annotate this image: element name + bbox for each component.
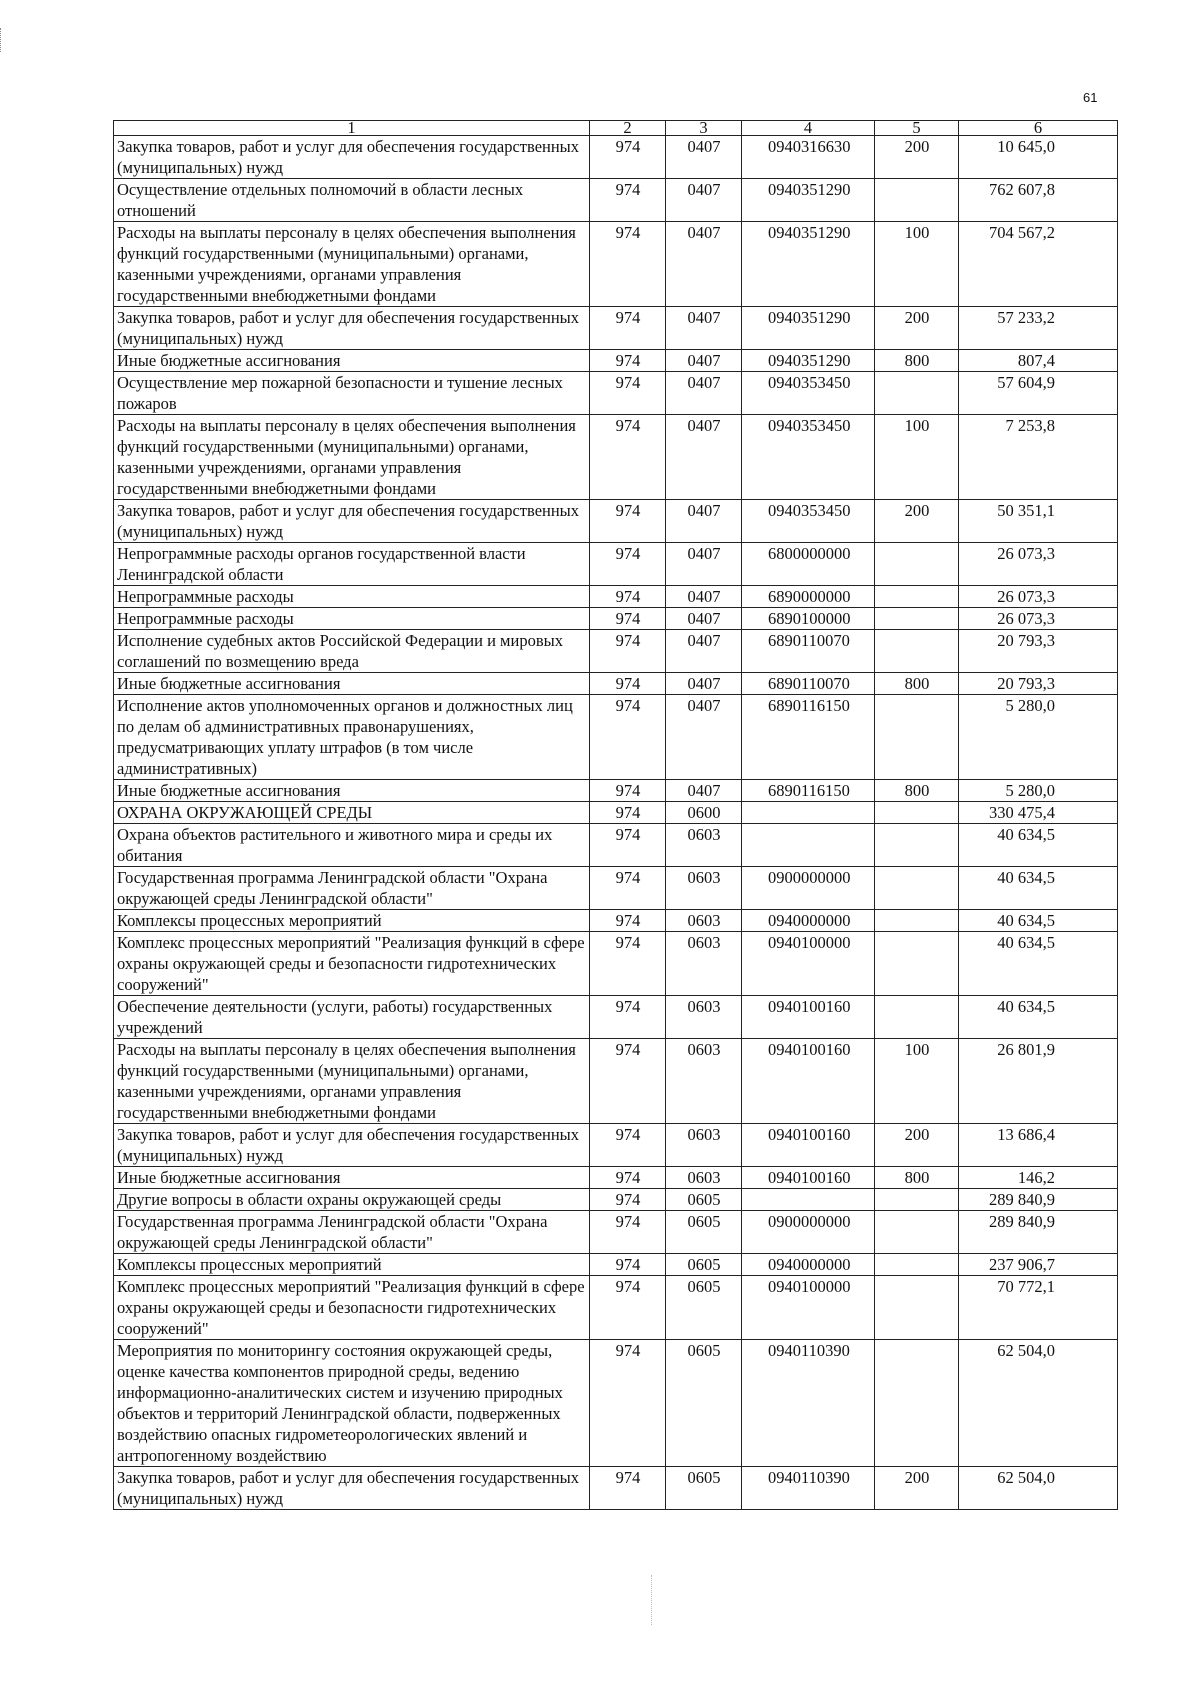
cell-amount: 704 567,2 <box>959 222 1118 307</box>
cell-expense-type <box>875 695 959 780</box>
cell-target-article <box>742 1189 875 1211</box>
cell-name: Комплекс процессных мероприятий "Реализация функций в сфере охраны окружающей среды и безопасности гидротехнических сооружений" <box>114 1276 590 1340</box>
cell-name: Комплексы процессных мероприятий <box>114 910 590 932</box>
cell-amount: 62 504,0 <box>959 1467 1118 1510</box>
cell-amount: 289 840,9 <box>959 1189 1118 1211</box>
table-row <box>114 136 1118 179</box>
cell-expense-type <box>875 608 959 630</box>
table-header-row <box>114 121 1118 136</box>
cell-ministry-code: 974 <box>590 1254 666 1276</box>
cell-expense-type: 200 <box>875 307 959 350</box>
table-row <box>114 543 1118 586</box>
page-number: 61 <box>1083 90 1098 105</box>
budget-table-body <box>114 118 1118 1510</box>
cell-expense-type <box>875 1340 959 1467</box>
table-row <box>114 1167 1118 1189</box>
scan-artifact-mark <box>651 1575 653 1625</box>
cell-expense-type <box>875 1189 959 1211</box>
cell-target-article: 6890116150 <box>742 780 875 802</box>
cell-name: Закупка товаров, работ и услуг для обеспечения государственных (муниципальных) нужд <box>114 1467 590 1510</box>
cell-expense-type: 100 <box>875 222 959 307</box>
cell-section-code: 0407 <box>666 222 742 307</box>
cell-target-article: 0940100160 <box>742 996 875 1039</box>
table-row <box>114 222 1118 307</box>
cell-section-code: 0407 <box>666 543 742 586</box>
cell-section-code: 0603 <box>666 996 742 1039</box>
cell-section-code: 0603 <box>666 1039 742 1124</box>
cell-ministry-code: 974 <box>590 867 666 910</box>
cell-target-article <box>742 824 875 867</box>
table-row <box>114 1254 1118 1276</box>
cell-target-article: 0940351290 <box>742 350 875 372</box>
cell-section-code: 0603 <box>666 824 742 867</box>
cell-section-code: 0600 <box>666 802 742 824</box>
cell-amount: 20 793,3 <box>959 673 1118 695</box>
cell-ministry-code: 974 <box>590 543 666 586</box>
cell-amount: 40 634,5 <box>959 932 1118 996</box>
table-row <box>114 824 1118 867</box>
cell-ministry-code: 974 <box>590 350 666 372</box>
cell-name: Комплекс процессных мероприятий "Реализация функций в сфере охраны окружающей среды и безопасности гидротехнических сооружений" <box>114 932 590 996</box>
cell-amount: 70 772,1 <box>959 1276 1118 1340</box>
cell-section-code: 0407 <box>666 136 742 179</box>
cell-target-article: 0940351290 <box>742 307 875 350</box>
cell-section-code: 0407 <box>666 500 742 543</box>
cell-ministry-code: 974 <box>590 1276 666 1340</box>
cell-name: Комплексы процессных мероприятий <box>114 1254 590 1276</box>
cell-target-article: 0940000000 <box>742 910 875 932</box>
table-row <box>114 350 1118 372</box>
cell-expense-type <box>875 910 959 932</box>
table-row <box>114 586 1118 608</box>
cell-expense-type <box>875 824 959 867</box>
cell-ministry-code: 974 <box>590 179 666 222</box>
cell-name: Иные бюджетные ассигнования <box>114 350 590 372</box>
cell-section-code: 0605 <box>666 1340 742 1467</box>
header-cell: 6 <box>959 121 1118 136</box>
cell-expense-type <box>875 586 959 608</box>
cell-ministry-code: 974 <box>590 802 666 824</box>
table-row <box>114 1467 1118 1510</box>
header-cell: 2 <box>590 121 666 136</box>
cell-amount: 807,4 <box>959 350 1118 372</box>
cell-amount: 762 607,8 <box>959 179 1118 222</box>
cell-name: Закупка товаров, работ и услуг для обеспечения государственных (муниципальных) нужд <box>114 1124 590 1167</box>
cell-amount: 26 073,3 <box>959 586 1118 608</box>
cell-target-article: 0940351290 <box>742 222 875 307</box>
cell-section-code: 0407 <box>666 307 742 350</box>
cell-amount: 146,2 <box>959 1167 1118 1189</box>
cell-section-code: 0407 <box>666 608 742 630</box>
cell-target-article: 6890116150 <box>742 695 875 780</box>
cell-expense-type <box>875 867 959 910</box>
cell-section-code: 0605 <box>666 1189 742 1211</box>
cell-ministry-code: 974 <box>590 695 666 780</box>
cell-amount: 26 073,3 <box>959 608 1118 630</box>
cell-amount: 40 634,5 <box>959 824 1118 867</box>
cell-ministry-code: 974 <box>590 1124 666 1167</box>
cell-ministry-code: 974 <box>590 136 666 179</box>
cell-name: Непрограммные расходы <box>114 586 590 608</box>
table-row <box>114 695 1118 780</box>
cell-name: Осуществление мер пожарной безопасности и тушение лесных пожаров <box>114 372 590 415</box>
cell-ministry-code: 974 <box>590 1039 666 1124</box>
cell-name: Другие вопросы в области охраны окружающей среды <box>114 1189 590 1211</box>
cell-expense-type <box>875 802 959 824</box>
cell-name: Государственная программа Ленинградской области "Охрана окружающей среды Ленинградской области" <box>114 1211 590 1254</box>
cell-amount: 50 351,1 <box>959 500 1118 543</box>
budget-table <box>113 120 1118 1510</box>
cell-amount: 13 686,4 <box>959 1124 1118 1167</box>
cell-section-code: 0407 <box>666 350 742 372</box>
cell-section-code: 0603 <box>666 932 742 996</box>
cell-ministry-code: 974 <box>590 932 666 996</box>
cell-target-article: 0940110390 <box>742 1340 875 1467</box>
cell-section-code: 0407 <box>666 630 742 673</box>
cell-expense-type <box>875 372 959 415</box>
cell-expense-type: 800 <box>875 780 959 802</box>
cell-target-article: 0940100000 <box>742 1276 875 1340</box>
cell-target-article: 0940353450 <box>742 372 875 415</box>
cell-amount: 40 634,5 <box>959 910 1118 932</box>
cell-ministry-code: 974 <box>590 586 666 608</box>
table-row <box>114 996 1118 1039</box>
cell-target-article: 0900000000 <box>742 867 875 910</box>
cell-section-code: 0603 <box>666 867 742 910</box>
cell-ministry-code: 974 <box>590 996 666 1039</box>
cell-ministry-code: 974 <box>590 673 666 695</box>
table-row <box>114 500 1118 543</box>
cell-amount: 330 475,4 <box>959 802 1118 824</box>
cell-expense-type: 100 <box>875 1039 959 1124</box>
table-row <box>114 910 1118 932</box>
cell-name: Расходы на выплаты персоналу в целях обеспечения выполнения функций государственными (муниципальными) органами, казенными учреждениями, органами управления государственными внебюджетными фондами <box>114 222 590 307</box>
cell-expense-type: 200 <box>875 136 959 179</box>
cell-name: Закупка товаров, работ и услуг для обеспечения государственных (муниципальных) нужд <box>114 307 590 350</box>
cell-section-code: 0603 <box>666 1124 742 1167</box>
cell-ministry-code: 974 <box>590 1189 666 1211</box>
cell-ministry-code: 974 <box>590 910 666 932</box>
cell-section-code: 0605 <box>666 1276 742 1340</box>
cell-expense-type: 800 <box>875 1167 959 1189</box>
cell-section-code: 0407 <box>666 695 742 780</box>
cell-amount: 40 634,5 <box>959 996 1118 1039</box>
cell-target-article: 0940316630 <box>742 136 875 179</box>
table-row <box>114 1189 1118 1211</box>
cell-expense-type <box>875 1276 959 1340</box>
table-row <box>114 179 1118 222</box>
cell-ministry-code: 974 <box>590 500 666 543</box>
table-row <box>114 1039 1118 1124</box>
cell-ministry-code: 974 <box>590 630 666 673</box>
header-cell: 4 <box>742 121 875 136</box>
cell-expense-type <box>875 543 959 586</box>
cell-name: Расходы на выплаты персоналу в целях обеспечения выполнения функций государственными (муниципальными) органами, казенными учреждениями, органами управления государственными внебюджетными фондами <box>114 415 590 500</box>
cell-ministry-code: 974 <box>590 780 666 802</box>
cell-section-code: 0407 <box>666 179 742 222</box>
cell-amount: 57 604,9 <box>959 372 1118 415</box>
table-row <box>114 415 1118 500</box>
cell-amount: 10 645,0 <box>959 136 1118 179</box>
cell-ministry-code: 974 <box>590 1211 666 1254</box>
table-row <box>114 1276 1118 1340</box>
cell-target-article <box>742 802 875 824</box>
cell-amount: 62 504,0 <box>959 1340 1118 1467</box>
cell-target-article: 0940100000 <box>742 932 875 996</box>
cell-amount: 237 906,7 <box>959 1254 1118 1276</box>
table-row <box>114 867 1118 910</box>
cell-name: Расходы на выплаты персоналу в целях обеспечения выполнения функций государственными (муниципальными) органами, казенными учреждениями, органами управления государственными внебюджетными фондами <box>114 1039 590 1124</box>
cell-target-article: 0940100160 <box>742 1039 875 1124</box>
cell-section-code: 0407 <box>666 372 742 415</box>
cell-target-article: 0940351290 <box>742 179 875 222</box>
cell-section-code: 0605 <box>666 1467 742 1510</box>
cell-amount: 26 073,3 <box>959 543 1118 586</box>
table-row <box>114 673 1118 695</box>
cell-expense-type: 200 <box>875 500 959 543</box>
cell-ministry-code: 974 <box>590 1467 666 1510</box>
cell-name: Непрограммные расходы <box>114 608 590 630</box>
cell-expense-type <box>875 996 959 1039</box>
header-cell: 5 <box>875 121 959 136</box>
cell-section-code: 0603 <box>666 1167 742 1189</box>
table-row <box>114 630 1118 673</box>
cell-amount: 289 840,9 <box>959 1211 1118 1254</box>
cell-amount: 57 233,2 <box>959 307 1118 350</box>
cell-target-article: 6890000000 <box>742 586 875 608</box>
cell-amount: 7 253,8 <box>959 415 1118 500</box>
table-row <box>114 372 1118 415</box>
cell-name: Иные бюджетные ассигнования <box>114 780 590 802</box>
cell-expense-type: 200 <box>875 1467 959 1510</box>
table-row <box>114 780 1118 802</box>
cell-amount: 5 280,0 <box>959 780 1118 802</box>
cell-section-code: 0407 <box>666 586 742 608</box>
cell-name: Исполнение судебных актов Российской Федерации и мировых соглашений по возмещению вреда <box>114 630 590 673</box>
cell-name: Обеспечение деятельности (услуги, работы) государственных учреждений <box>114 996 590 1039</box>
cell-name: Исполнение актов уполномоченных органов и должностных лиц по делам об административных правонарушениях, предусматривающих уплату штрафов (в том числе административных) <box>114 695 590 780</box>
cell-expense-type: 800 <box>875 673 959 695</box>
cell-target-article: 0940000000 <box>742 1254 875 1276</box>
cell-target-article: 6890100000 <box>742 608 875 630</box>
cell-amount: 20 793,3 <box>959 630 1118 673</box>
table-row <box>114 608 1118 630</box>
cell-ministry-code: 974 <box>590 608 666 630</box>
cell-target-article: 0940100160 <box>742 1167 875 1189</box>
cell-target-article: 6890110070 <box>742 673 875 695</box>
cell-name: Охрана объектов растительного и животного мира и среды их обитания <box>114 824 590 867</box>
scan-margin-mark <box>0 28 3 52</box>
cell-section-code: 0603 <box>666 910 742 932</box>
table-row <box>114 307 1118 350</box>
cell-target-article: 0940353450 <box>742 415 875 500</box>
cell-target-article: 0940110390 <box>742 1467 875 1510</box>
cell-section-code: 0605 <box>666 1211 742 1254</box>
table-row <box>114 1340 1118 1467</box>
cell-expense-type: 100 <box>875 415 959 500</box>
cell-expense-type <box>875 630 959 673</box>
cell-section-code: 0605 <box>666 1254 742 1276</box>
cell-expense-type: 200 <box>875 1124 959 1167</box>
table-row <box>114 802 1118 824</box>
table-row <box>114 1124 1118 1167</box>
cell-name: ОХРАНА ОКРУЖАЮЩЕЙ СРЕДЫ <box>114 802 590 824</box>
cell-ministry-code: 974 <box>590 222 666 307</box>
cell-name: Непрограммные расходы органов государственной власти Ленинградской области <box>114 543 590 586</box>
cell-section-code: 0407 <box>666 415 742 500</box>
cell-target-article: 0900000000 <box>742 1211 875 1254</box>
cell-expense-type: 800 <box>875 350 959 372</box>
cell-target-article: 6890110070 <box>742 630 875 673</box>
cell-name: Мероприятия по мониторингу состояния окружающей среды, оценке качества компонентов природной среды, ведению информационно-аналитических систем и изучению природных объектов и территорий Ленинградской области, подверженных воздействию опасных гидрометеорологических явлений и антропогенному воздействию <box>114 1340 590 1467</box>
table-row <box>114 932 1118 996</box>
cell-ministry-code: 974 <box>590 824 666 867</box>
cell-amount: 5 280,0 <box>959 695 1118 780</box>
cell-section-code: 0407 <box>666 673 742 695</box>
cell-expense-type <box>875 179 959 222</box>
cell-target-article: 6800000000 <box>742 543 875 586</box>
cell-ministry-code: 974 <box>590 1167 666 1189</box>
cell-ministry-code: 974 <box>590 1340 666 1467</box>
cell-ministry-code: 974 <box>590 372 666 415</box>
cell-target-article: 0940353450 <box>742 500 875 543</box>
cell-expense-type <box>875 932 959 996</box>
cell-name: Иные бюджетные ассигнования <box>114 673 590 695</box>
cell-section-code: 0407 <box>666 780 742 802</box>
cell-target-article: 0940100160 <box>742 1124 875 1167</box>
header-cell: 3 <box>666 121 742 136</box>
cell-expense-type <box>875 1254 959 1276</box>
cell-name: Закупка товаров, работ и услуг для обеспечения государственных (муниципальных) нужд <box>114 500 590 543</box>
cell-amount: 40 634,5 <box>959 867 1118 910</box>
cell-name: Государственная программа Ленинградской области "Охрана окружающей среды Ленинградской области" <box>114 867 590 910</box>
header-cell: 1 <box>114 121 590 136</box>
cell-amount: 26 801,9 <box>959 1039 1118 1124</box>
table-row <box>114 1211 1118 1254</box>
cell-ministry-code: 974 <box>590 307 666 350</box>
cell-name: Иные бюджетные ассигнования <box>114 1167 590 1189</box>
cell-expense-type <box>875 1211 959 1254</box>
cell-ministry-code: 974 <box>590 415 666 500</box>
cell-name: Осуществление отдельных полномочий в области лесных отношений <box>114 179 590 222</box>
cell-name: Закупка товаров, работ и услуг для обеспечения государственных (муниципальных) нужд <box>114 136 590 179</box>
